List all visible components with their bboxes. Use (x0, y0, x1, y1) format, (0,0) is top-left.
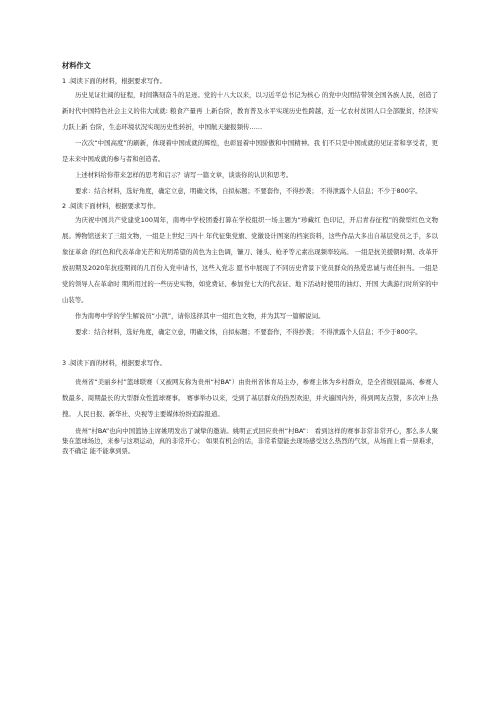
question-1-requirements: 要求：结合材料，选好角度，确定立意，明确文体，自拟标题；不要套作，不得抄袭； 不得泄露个人信息；不少于800字。 (75, 187, 422, 195)
question-2-requirements: 要求：结合材料，选好角度，确定立意，明确文体，自拟标题；不要套作，不得抄袭； 不得泄露个人信息；不少于800字。 (75, 328, 422, 336)
question-1-paragraph-2: 一次次“中国高度”的刷新，体现着中国成就的辉煌，也彰显着中国骄傲和中国精神。我 们不只是中国成就的见证者和享受者，更是未来中国成就的参与者和创造者。 (62, 139, 438, 163)
question-1-title: 1 .阅读下面的材料，根据要求写作。 (62, 77, 166, 85)
question-2-title: 2 .阅读下面材料，根据要求写作。 (62, 202, 160, 210)
question-2-paragraph-1: 为庆祝中国共产党建党100周年，南粤中学校团委打算在学校组织一场主题为“珍藏红 色印记，开启青春征程”的微型红色文物展。博物馆送来了三组文物，一组是上世纪三四十 年代征集党旗、党徽设计图案的档案资料，这些作品大多出自基层党员之手，多以象征革命 的红色和代表革命光芒和光明希望的黄色为主色调，镰刀、锤头、枪矛等元素出现频率较高。 一组是抗美援朝时期、改革开放初期及2020年抗疫期间的几百份入党申请书，这些入党志 愿书中展现了不同历史背景下党员群众的热爱忠诚与责任担当。一组是党的领导人在革命时 期所用过的一些历史实物，如党费证、参加党七大的代表证、地下活动时使用的油灯、开国 大典游行时所穿的中山装等。 (62, 216, 438, 304)
section-gap (62, 340, 438, 358)
question-1-paragraph-1: 历史见证壮阔的征程，时间镌刻奋斗的足迹。党的十八大以来，以习近平总书记为核心 的党中央团结带领全国各族人民，创造了新时代中国特色社会主义的伟大成就: 粮食产量再 上新台阶，教育普及水平实现历史性跨越，近一亿农村贫困人口全部脱贫，经济实力跃上新 台阶，生态环境状况实现历史性转折，中国航天捷报频传…… (62, 91, 438, 131)
question-3-paragraph-1: 贵州省“美丽乡村”篮球联赛（又被网友称为贵州“村BA”）由贵州省体育局主办，参赛主体为乡村群众，是全省级别最高、参赛人数最多、周期最长的大型群众性篮球赛事。 赛事举办以来，受到了基层群众的热烈欢迎，并火遍国内外，得到网友点赞，多次冲上热搜。 人民日报、新华社、央视等主要媒体纷纷追踪报道。 (62, 378, 438, 418)
question-3-title: 3 .阅读下面的材料，根据要求写作。 (62, 359, 166, 367)
question-1-paragraph-3: 上述材料给你带来怎样的思考和启示？请写一篇文章，谈谈你的认识和思考。 (75, 171, 293, 179)
page-heading: 材料作文 (62, 61, 91, 70)
question-3-paragraph-2: 贵州“村BA”也向中国篮协主席姚明发出了诚挚的邀请。姚明正式回应贵州“村BA”： 看到这样的赛事非常非常开心，那么多人聚集在篮球场边，来参与这项运动，真的非常开心； 如果有机会的话，非常希望能去现场感受这么热烈的气氛，从场面上看一票难求，我不确定 能不能拿到票。 (62, 427, 438, 455)
question-2-paragraph-2: 作为南粤中学的学生解说员“小凯”，请你选择其中一组红色文物，并为其写一篇解说词。 (75, 312, 325, 320)
